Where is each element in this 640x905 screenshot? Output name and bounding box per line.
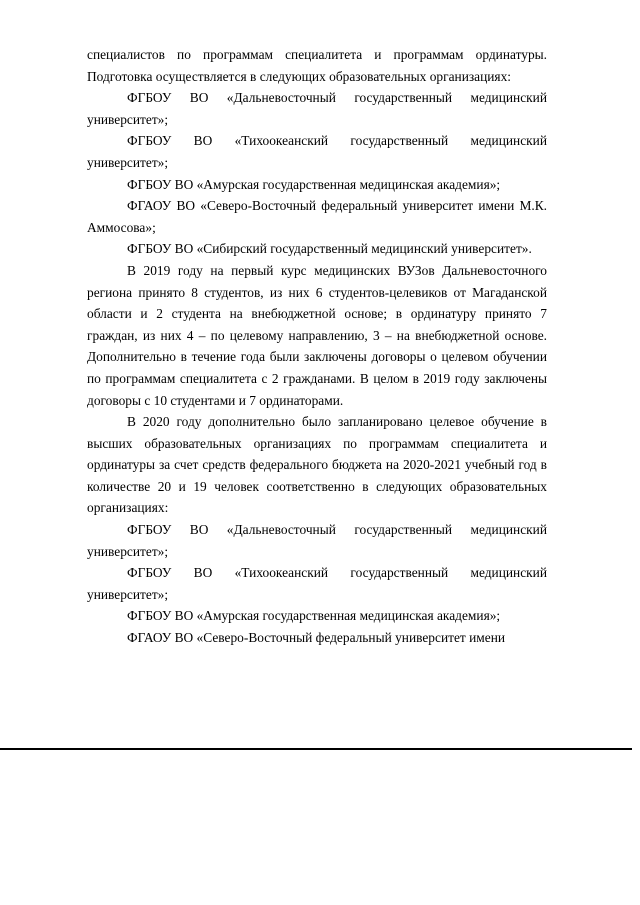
- paragraph-continuation: специалистов по программам специалитета и программам ординатуры. Подготовка осуществляется в следующих образовательных организациях:: [87, 47, 547, 84]
- paragraph-org-dvgmu-2: ФГБОУ ВО «Дальневосточный государственный медицинский университет»;: [87, 522, 547, 559]
- document-page: [87, 44, 547, 649]
- paragraph-org-agma-2: ФГБОУ ВО «Амурская государственная медицинская академия»;: [127, 608, 501, 624]
- paragraph-org-sibgmu: ФГБОУ ВО «Сибирский государственный медицинский университет».: [127, 241, 532, 257]
- paragraph-org-dvgmu-1: ФГБОУ ВО «Дальневосточный государственный медицинский университет»;: [87, 90, 547, 127]
- page-divider-line: [0, 748, 632, 750]
- paragraph-org-svfu-2: ФГАОУ ВО «Северо-Восточный федеральный университет имени: [127, 630, 506, 646]
- paragraph-org-svfu-1: ФГАОУ ВО «Северо-Восточный федеральный университет имени М.К. Аммосова»;: [87, 198, 547, 235]
- paragraph-org-agma-1: ФГБОУ ВО «Амурская государственная медицинская академия»;: [127, 176, 501, 192]
- paragraph-2020-plan: В 2020 году дополнительно было запланировано целевое обучение в высших образовательных организациях по программам специалитета и ординатуры за счет средств федерального бюджета на 2020-2021 учебный год в количестве 20 и 19 человек соответственно в следующих образовательных организациях:: [87, 414, 547, 516]
- paragraph-org-tgmu-1: ФГБОУ ВО «Тихоокеанский государственный медицинский университет»;: [87, 133, 547, 170]
- paragraph-2019-admission: В 2019 году на первый курс медицинских ВУЗов Дальневосточного региона принято 8 студентов, из них 6 студентов-целевиков от Магаданской области и 2 студента на внебюджетной основе; в ординатуру принято 7 граждан, из них 4 – по целевому направлению, 3 – на внебюджетной основе. Дополнительно в течение года были заключены договоры о целевом обучении по программам специалитета с 2 гражданами. В целом в 2019 году заключены договоры с 10 студентами и 7 ординаторами.: [87, 262, 547, 408]
- paragraph-org-tgmu-2: ФГБОУ ВО «Тихоокеанский государственный медицинский университет»;: [87, 565, 547, 602]
